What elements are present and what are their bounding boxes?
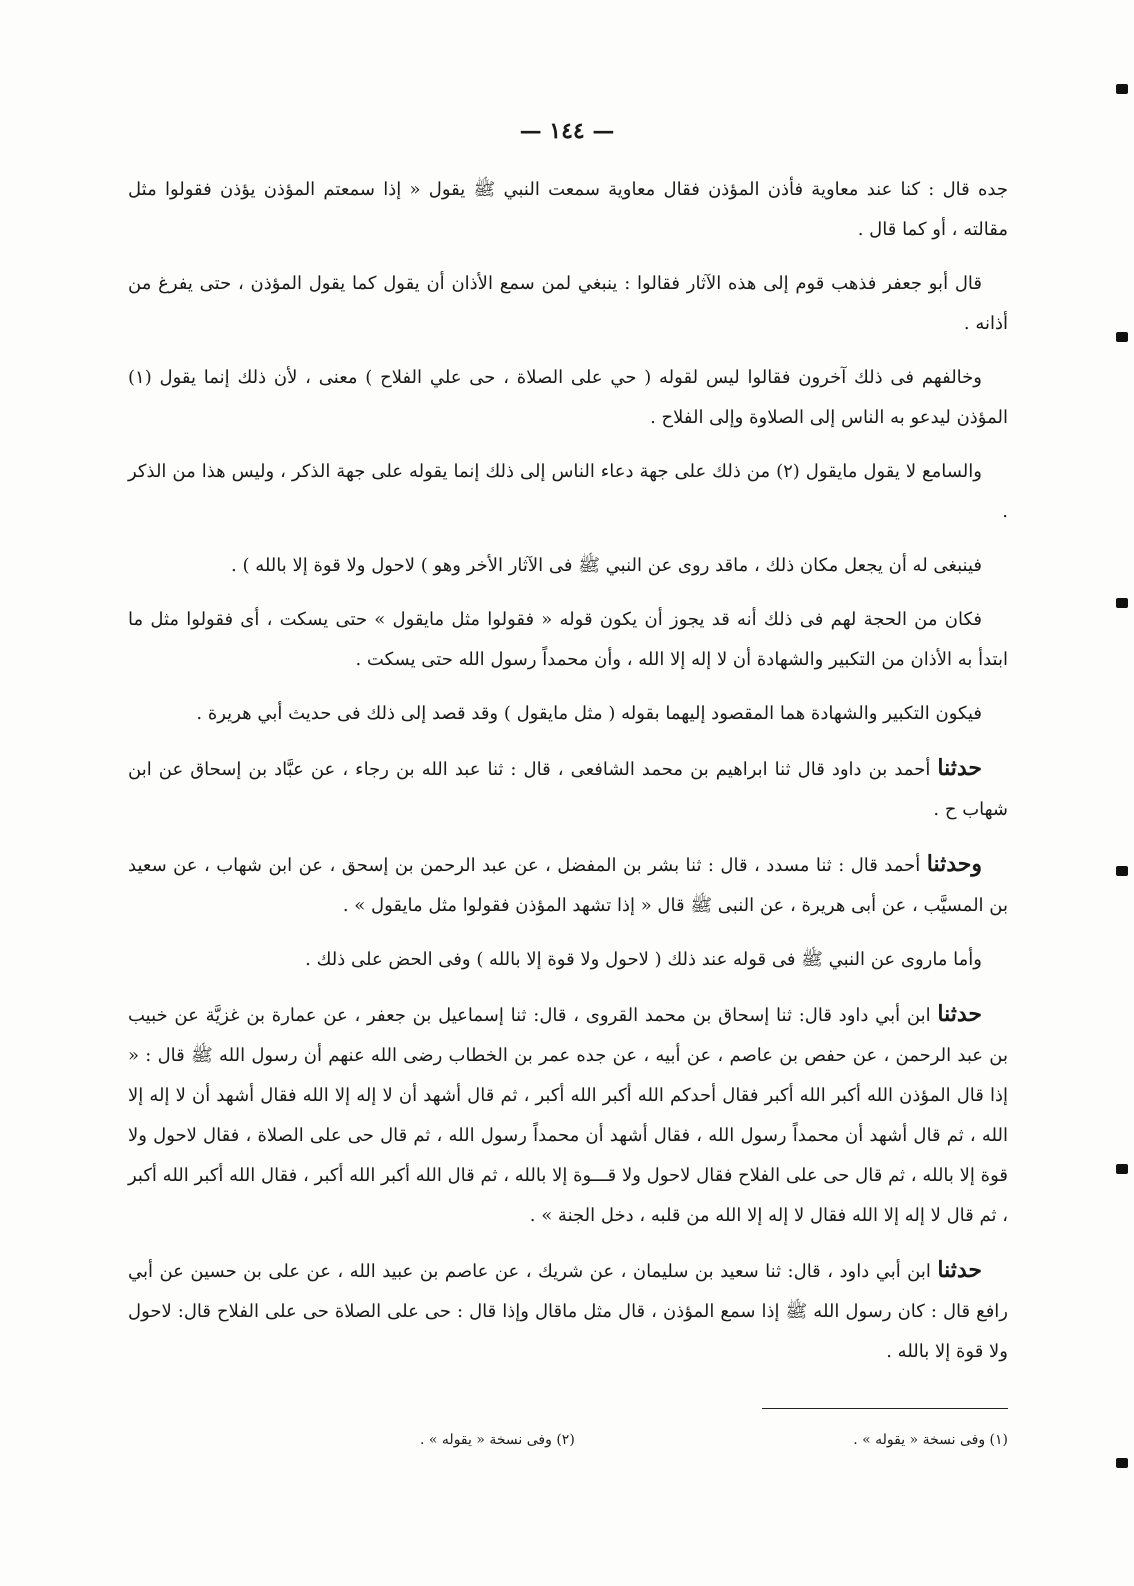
footnote-divider (762, 1408, 1008, 1409)
main-text (128, 170, 1008, 1386)
margin-mark (1116, 84, 1128, 94)
paragraph-8: حدثنا أحمد بن داود قال ثنا ابراهيم بن محمد الشافعى ، قال : ثنا عبد الله بن رجاء ، عن عبَّاد بن إسحاق عن ابن شهاب ح . (128, 755, 1008, 820)
paragraph-7: فيكون التكبير والشهادة هما المقصود إليهما بقوله ( مثل مايقول ) وقد قصد إلى ذلك فى حديث أبي هريرة . (196, 703, 982, 724)
paragraph-12: حدثنا ابن أبي داود ، قال: ثنا سعيد بن سليمان ، عن شريك ، عن عاصم بن عبيد الله ، عن على بن حسين عن أبي رافع قال : كان رسول الله ﷺ إذا سمع المؤذن ، قال مثل ماقال وإذا قال : حى على الصلاة حى على الفلاح قال: لاحول ولا قوة إلا بالله . (128, 1257, 1008, 1362)
paragraph-11: حدثنا ابن أبي داود قال: ثنا إسحاق بن محمد القروى ، قال: ثنا إسماعيل بن جعفر ، عن عمارة بن غزيَّة عن خبيب بن عبد الرحمن ، عن حفص بن عاصم ، عن أبيه ، عن جده عمر بن الخطاب رضى الله عنهم أن رسول الله ﷺ قال : « إذا قال المؤذن الله أكبر الله أكبر فقال أحدكم الله أكبر الله أكبر ، ثم قال أشهد أن لا إله إلا الله فقال أشهد أن لا إله إلا الله ، ثم قال أشهد أن محمداً رسول الله ، فقال أشهد أن محمداً رسول الله ، ثم قال حى على الصلاة ، فقال لاحول ولا قوة إلا بالله ، ثم قال حى على الفلاح فقال لاحول ولا قـــوة إلا بالله ، ثم قال الله أكبر الله أكبر ، فقال الله أكبر الله أكبر ، ثم قال لا إله إلا الله فقال لا إله إلا الله من قلبه ، دخل الجنة » . (128, 1001, 1008, 1226)
hadith-lead: حدثنا (937, 1001, 982, 1027)
margin-mark (1116, 866, 1128, 876)
hadith-lead: وحدثنا (926, 851, 982, 877)
paragraph-2: قال أبو جعفر فذهب قوم إلى هذه الآثار فقالوا : ينبغي لمن سمع الأذان أن يقول كما يقول المؤذن ، حتى يفرغ من أذانه . (128, 273, 1008, 334)
paragraph-10: وأما ماروى عن النبي ﷺ فى قوله عند ذلك ( لاحول ولا قوة إلا بالله ) وفى الحض على ذلك . (305, 949, 982, 970)
margin-mark (1116, 1164, 1128, 1174)
margin-mark (1116, 332, 1128, 342)
paragraph-9: وحدثنا أحمد قال : ثنا مسدد ، قال : ثنا بشر بن المفضل ، عن عبد الرحمن بن إسحق ، عن ابن شهاب ، عن سعيد بن المسيَّب ، عن أبى هريرة ، عن النبى ﷺ قال « إذا تشهد المؤذن فقولوا مثل مايقول » . (128, 851, 1008, 916)
page-number: — ١٤٤ — (519, 118, 615, 144)
margin-mark (1116, 1458, 1128, 1468)
footnotes (420, 1432, 1008, 1448)
paragraph-3: وخالفهم فى ذلك آخرون فقالوا ليس لقوله ( حي على الصلاة ، حى علي الفلاح ) معنى ، لأن ذلك إنما يقول (١) المؤذن ليدعو به الناس إلى الصلاوة وإلى الفلاح . (128, 367, 1008, 428)
paragraph-5: فينبغى له أن يجعل مكان ذلك ، ماقد روى عن النبي ﷺ فى الآثار الأخر وهو ) لاحول ولا قوة إلا بالله ) . (231, 555, 982, 576)
footnote-2: (٢) وفى نسخة « يقوله » . (420, 1432, 575, 1448)
paragraph-1: جده قال : كنا عند معاوية فأذن المؤذن فقال معاوية سمعت النبي ﷺ يقول « إذا سمعتم المؤذن يؤذن فقولوا مثل مقالته ، أو كما قال . (128, 179, 1008, 240)
footnote-1: (١) وفى نسخة « يقوله » . (853, 1432, 1008, 1448)
paragraph-6: فكان من الحجة لهم فى ذلك أنه قد يجوز أن يكون قوله « فقولوا مثل مايقول » حتى يسكت ، أى فقولوا مثل ما ابتدأ به الأذان من التكبير والشهادة أن لا إله إلا الله ، وأن محمداً رسول الله حتى يسكت . (128, 609, 1008, 670)
hadith-lead: حدثنا (937, 1257, 982, 1283)
paragraph-4: والسامع لا يقول مايقول (٢) من ذلك على جهة دعاء الناس إلى ذلك إنما يقوله على جهة الذكر ، وليس هذا من الذكر . (128, 461, 1008, 522)
margin-mark (1116, 598, 1128, 608)
hadith-lead: حدثنا (937, 755, 982, 781)
